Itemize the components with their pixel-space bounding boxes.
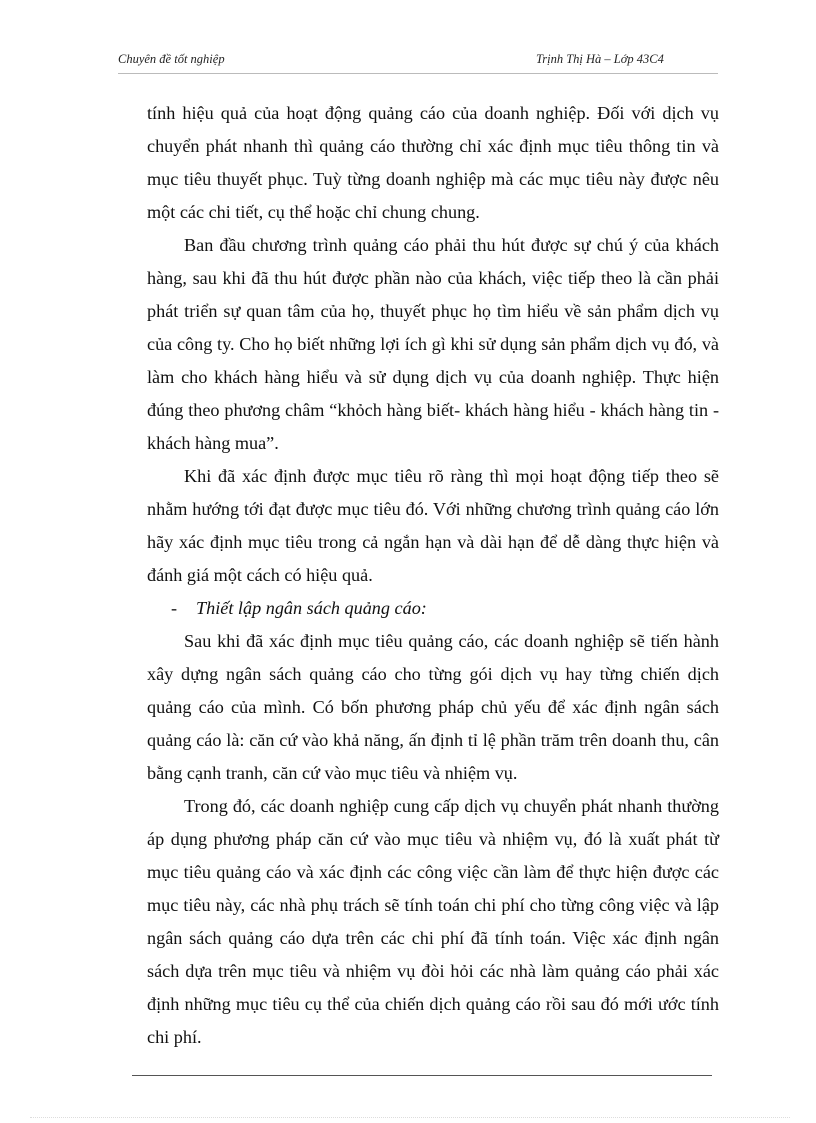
- footer-divider: [132, 1075, 712, 1076]
- paragraph: Sau khi đã xác định mục tiêu quảng cáo, các doanh nghiệp sẽ tiến hành xây dựng ngân sách quảng cáo cho từng gói dịch vụ hay từng chiến dịch quảng cáo của mình. Có bốn phương pháp chủ yếu để xác định ngân sách quảng cáo là: căn cứ vào khả năng, ấn định tỉ lệ phần trăm trên doanh thu, cân bằng cạnh tranh, căn cứ vào mục tiêu và nhiệm vụ.: [147, 631, 719, 783]
- section-bullet: [147, 592, 719, 625]
- paragraph-continuation: tính hiệu quả của hoạt động quảng cáo của doanh nghiệp. Đối với dịch vụ chuyển phát nhanh thì quảng cáo thường chỉ xác định mục tiêu thông tin và mục tiêu thuyết phục. Tuỳ từng doanh nghiệp mà các mục tiêu này được nêu một các chi tiết, cụ thể hoặc chỉ chung chung.: [147, 103, 719, 222]
- bullet-dash: -: [171, 598, 178, 618]
- page-edge-dotted-line: [30, 1117, 790, 1118]
- page-header: [118, 52, 664, 70]
- document-body: [147, 97, 719, 1054]
- paragraph: Khi đã xác định được mục tiêu rõ ràng thì mọi hoạt động tiếp theo sẽ nhằm hướng tới đạt được mục tiêu đó. Với những chương trình quảng cáo lớn hãy xác định mục tiêu trong cả ngắn hạn và dài hạn để dễ dàng thực hiện và đánh giá một cách có hiệu quả.: [147, 466, 719, 585]
- paragraph: Trong đó, các doanh nghiệp cung cấp dịch vụ chuyển phát nhanh thường áp dụng phương pháp căn cứ vào mục tiêu và nhiệm vụ, đó là xuất phát từ mục tiêu quảng cáo và xác định các công việc cần làm để thực hiện được các mục tiêu này, các nhà phụ trách sẽ tính toán chi phí cho từng công việc và lập ngân sách quảng cáo dựa trên các chi phí đã tính toán. Việc xác định ngân sách dựa trên mục tiêu và nhiệm vụ đòi hỏi các nhà làm quảng cáo phải xác định những mục tiêu cụ thể của chiến dịch quảng cáo rồi sau đó mới ước tính chi phí.: [147, 796, 719, 1047]
- paragraph: Ban đầu chương trình quảng cáo phải thu hút được sự chú ý của khách hàng, sau khi đã thu hút được phần nào của khách, việc tiếp theo là cần phải phát triển sự quan tâm của họ, thuyết phục họ tìm hiểu về sản phẩm dịch vụ của công ty. Cho họ biết những lợi ích gì khi sử dụng sản phẩm dịch vụ đó, và làm cho khách hàng hiểu và sử dụng dịch vụ của doanh nghiệp. Thực hiện đúng theo phương châm “khỏch hàng biết- khách hàng hiểu - khách hàng tin - khách hàng mua”.: [147, 235, 719, 453]
- header-divider: [118, 73, 718, 74]
- bullet-heading: Thiết lập ngân sách quảng cáo:: [196, 598, 427, 618]
- header-left-title: Chuyên đề tốt nghiệp: [118, 52, 225, 66]
- header-right-author: Trịnh Thị Hà – Lớp 43C4: [536, 52, 664, 66]
